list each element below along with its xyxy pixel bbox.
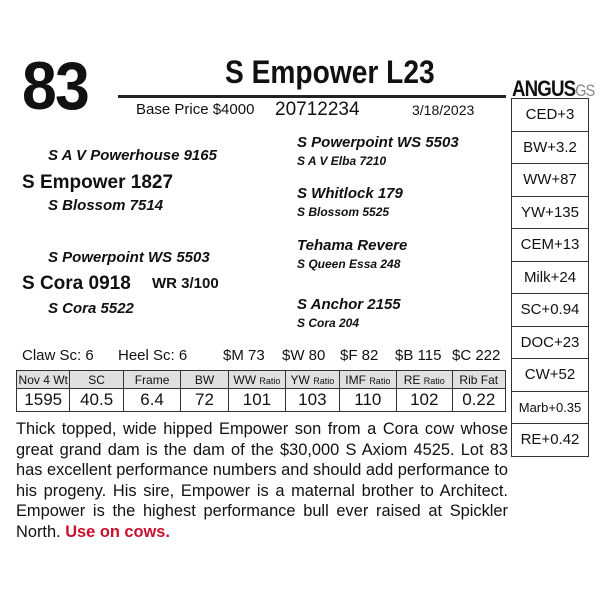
epd-column xyxy=(511,98,589,457)
header-ww-ratio: WW Ratio xyxy=(228,371,285,389)
value-imf-ratio: 110 xyxy=(339,389,396,412)
description-text: Thick topped, wide hipped Empower son from a Cora cow whose great grand dam is the dam of the $30,000 S Axiom 4525. Lot 83 has excellent performance numbers and should add performance to his progeny. His sire, Empower is a maternal brother to Architect. Empower is the highest performance bull ever raised at Spickler North. xyxy=(16,420,509,541)
value-yw-ratio: 103 xyxy=(286,389,339,412)
registration-number: 20712234 xyxy=(275,99,360,120)
index-c: $C 222 xyxy=(452,347,501,364)
dam-sire: S Powerpoint WS 5503 xyxy=(48,249,210,266)
sire-dam: S Blossom 7514 xyxy=(48,197,164,214)
logo-main-text: ANGUS xyxy=(512,76,576,101)
epd-ced: CED+3 xyxy=(512,99,588,132)
dam-dam: S Cora 5522 xyxy=(48,300,134,317)
ped-right-sire: S Powerpoint WS 5503 xyxy=(297,134,459,151)
header-yw-ratio: YW Ratio xyxy=(286,371,339,389)
lot-description xyxy=(16,419,508,543)
ped-right-dam: S Queen Essa 248 xyxy=(297,257,401,271)
epd-sc: SC+0.94 xyxy=(512,294,588,327)
birth-date: 3/18/2023 xyxy=(412,102,475,118)
epd-cem: CEM+13 xyxy=(512,229,588,262)
description-emphasis: Use on cows. xyxy=(65,522,170,541)
performance-value-row xyxy=(17,389,506,412)
ped-right-sire: Tehama Revere xyxy=(297,237,408,254)
index-w: $W 80 xyxy=(282,347,326,364)
epd-doc: DOC+23 xyxy=(512,327,588,360)
header-nov-wt: Nov 4 Wt xyxy=(17,371,70,389)
index-b: $B 115 xyxy=(395,347,442,364)
sire: S Empower 1827 xyxy=(22,172,174,193)
lot-number: 83 xyxy=(22,48,88,124)
value-frame: 6.4 xyxy=(123,389,180,412)
epd-marb: Marb+0.35 xyxy=(512,392,588,425)
ped-right-sire: S Whitlock 179 xyxy=(297,185,403,202)
ped-right-dam: S A V Elba 7210 xyxy=(297,154,387,168)
index-m: $M 73 xyxy=(223,347,265,364)
header-rib-fat: Rib Fat xyxy=(452,371,506,389)
header-sc: SC xyxy=(70,371,123,389)
value-rib-fat: 0.22 xyxy=(452,389,506,412)
epd-ww: WW+87 xyxy=(512,164,588,197)
value-ww-ratio: 101 xyxy=(228,389,285,412)
heel-score: Heel Sc: 6 xyxy=(118,347,188,364)
value-re-ratio: 102 xyxy=(397,389,452,412)
epd-cw: CW+52 xyxy=(512,359,588,392)
sire-sire: S A V Powerhouse 9165 xyxy=(48,147,217,164)
epd-re: RE+0.42 xyxy=(520,431,580,449)
logo-suffix-text: GS xyxy=(575,81,595,100)
performance-header-row xyxy=(17,371,506,389)
title-rule xyxy=(118,95,506,98)
index-f: $F 82 xyxy=(340,347,379,364)
bull-name: S Empower L23 xyxy=(225,54,435,90)
ped-right-dam: S Blossom 5525 xyxy=(297,205,390,219)
dam-ratio: WR 3/100 xyxy=(152,275,219,292)
header-imf-ratio: IMF Ratio xyxy=(339,371,396,389)
epd-yw: YW+135 xyxy=(512,197,588,230)
value-sc: 40.5 xyxy=(70,389,123,412)
value-nov-wt: 1595 xyxy=(17,389,70,412)
header-re-ratio: RE Ratio xyxy=(397,371,452,389)
dam: S Cora 0918 xyxy=(22,273,131,294)
header-frame: Frame xyxy=(123,371,180,389)
base-price: Base Price $4000 xyxy=(136,101,255,118)
epd-milk: Milk+24 xyxy=(512,262,588,295)
header-bw: BW xyxy=(181,371,228,389)
value-bw: 72 xyxy=(181,389,228,412)
claw-score: Claw Sc: 6 xyxy=(22,347,94,364)
ped-right-sire: S Anchor 2155 xyxy=(297,296,401,313)
performance-table xyxy=(16,370,506,412)
epd-bw: BW+3.2 xyxy=(512,132,588,165)
ped-right-dam: S Cora 204 xyxy=(297,316,360,330)
